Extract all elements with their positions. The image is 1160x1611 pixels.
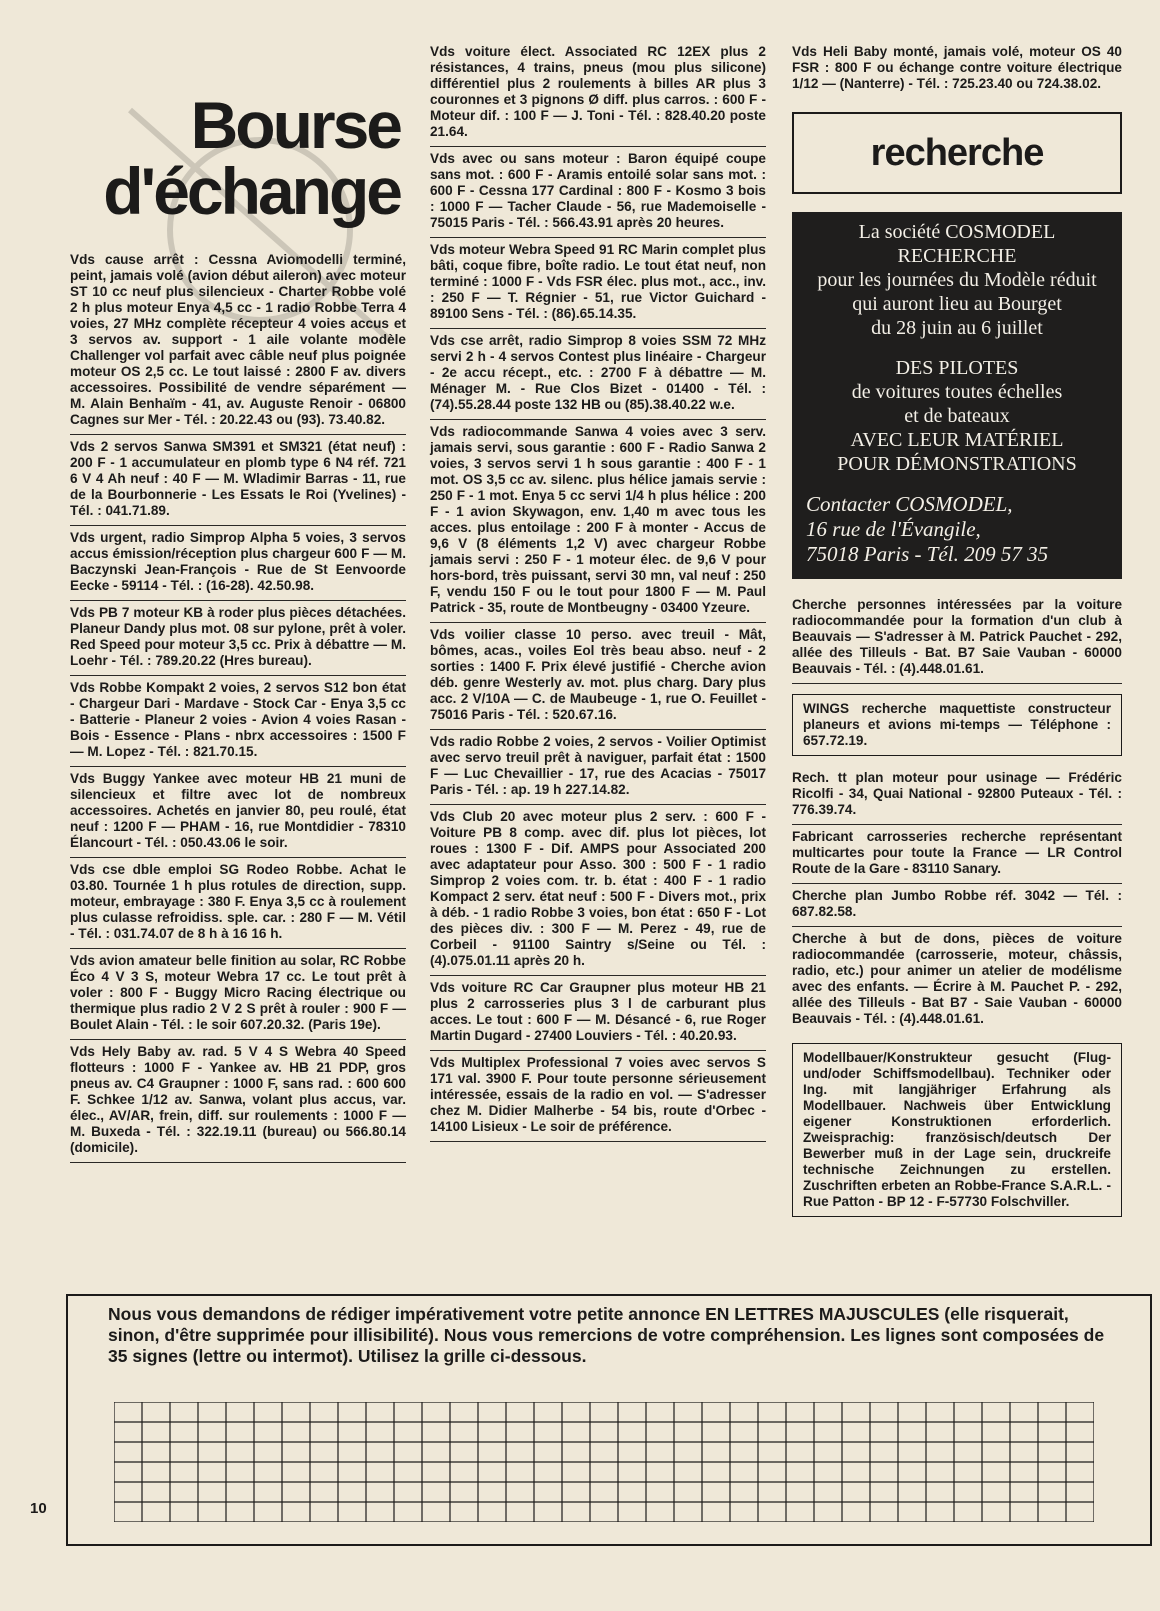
classified-ad: Vds Buggy Yankee avec moteur HB 21 muni de silencieux et filtre avec lot de nombreux accessoires. Achetés en janvier 80, peu roulé, état neuf : 1200 F — PHAM - 16, rue Montdidier - 78310 Élancourt - Tél. : 050.43.06 le soir.: [70, 767, 406, 858]
cosmodel-line: de voitures toutes échelles: [851, 381, 1063, 403]
classified-ad: Vds radio Robbe 2 voies, 2 servos - Voilier Optimist avec servo treuil prêt à naviguer, parfait état : 1500 F — Luc Chevaillier - 17, rue des Acacias - 75017 Paris - Tél. : ap. 19 h 227.14.82.: [430, 730, 766, 805]
cosmodel-announcement: [792, 212, 1122, 579]
column-1: [70, 248, 406, 1163]
classified-ad: Vds 2 servos Sanwa SM391 et SM321 (état neuf) : 200 F - 1 accumulateur en plomb type 6 N4 réf. 721 6 V 4 Ah neuf : 40 F — M. Wladimir Barras - 11, rue de la Bourbonnerie - Les Essats le Roi (Yvelines) - Tél. : 041.71.89.: [70, 435, 406, 526]
title-line-2: d'échange: [103, 154, 400, 228]
classified-ad: Vds Heli Baby monté, jamais volé, moteur OS 40 FSR : 800 F ou échange contre voiture électrique 1/12 — (Nanterre) - Tél. : 725.23.40 ou 724.38.02.: [792, 44, 1122, 91]
cosmodel-line: qui auront lieu au Bourget: [852, 293, 1062, 315]
classified-ad: Fabricant carrosseries recherche représentant multicartes pour toute la France — LR Control Route de la Gare - 83110 Sanary.: [792, 825, 1122, 884]
classified-ad: Rech. tt plan moteur pour usinage — Frédéric Ricolfi - 34, Quai National - 92800 Puteaux - Tél. : 776.39.74.: [792, 766, 1122, 825]
classified-ad: Cherche plan Jumbo Robbe réf. 3042 — Tél. : 687.82.58.: [792, 884, 1122, 927]
classified-ad: Vds cse dble emploi SG Rodeo Robbe. Achat le 03.80. Tournée 1 h plus rotules de direction, supp. moteur, embrayage : 380 F. Enya 3,5 cc à roulement plus culasse refroidiss. sple. car. : 280 F — M. Vétil - Tél. : 031.74.07 de 8 h à 16 16 h.: [70, 858, 406, 949]
recherche-heading: recherche: [792, 112, 1122, 194]
cosmodel-line: AVEC LEUR MATÉRIEL: [850, 429, 1064, 451]
classified-ad: Vds voiture élect. Associated RC 12EX plus 2 résistances, 4 trains, pneus (mou plus silicone) différentiel plus 2 roulements à billes AR plus 3 couronnes et 3 pignons Ø diff. plus carros. : 600 F - Moteur dif. : 100 F — J. Toni - Tél. : 828.40.20 poste 21.64.: [430, 44, 766, 147]
cosmodel-contact: Contacter COSMODEL,: [806, 492, 1013, 516]
column-2: [430, 44, 766, 1142]
form-instructions: Nous vous demandons de rédiger impérativement votre petite annonce EN LETTRES MAJUSCULES (elle risquerait, sinon, d'être supprimée pour illisibilité). Nous vous remercions de votre compréhension. Les lignes sont composées de 35 signes (lettre ou intermot). Utilisez la grille ci-dessous.: [108, 1304, 1105, 1366]
classified-ad: Vds PB 7 moteur KB à roder plus pièces détachées. Planeur Dandy plus mot. 08 sur pylone, prêt à voler. Red Speed pour moteur 3,5 cc. Prix à débattre — M. Loehr - Tél. : 789.20.22 (Hres bureau).: [70, 601, 406, 676]
classified-ad: Vds urgent, radio Simprop Alpha 5 voies, 3 servos accus émission/réception plus chargeur 600 F — M. Baczynski Jean-François - Rue de St Eenvoorde Eecke - 59114 - Tél. : (16-28). 42.50.98.: [70, 526, 406, 601]
classified-ad: Vds Multiplex Professional 7 voies avec servos S 171 val. 3900 F. Pour toute personne sérieusement intéressée, essais de la radio en vol. — S'adresser chez M. Didier Malherbe - 54 bis, route d'Orbec - 14100 Lisieux - Le soir de préférence.: [430, 1051, 766, 1142]
cosmodel-line: pour les journées du Modèle réduit: [817, 269, 1097, 291]
classified-ad: Vds cse arrêt, radio Simprop 8 voies SSM 72 MHz servi 2 h - 4 servos Contest plus linéaire - Chargeur - 2e accu récept., etc. : 2700 F à débattre — M. Ménager M. - Rue Clos Bizet - 01400 - Tél. : (74).55.28.44 poste 132 HB ou (85).38.40.22 w.e.: [430, 329, 766, 420]
classified-ad: Vds avec ou sans moteur : Baron équipé coupe sans mot. : 600 F - Aramis entoilé solar sans mot. : 600 F - Cessna 177 Cardinal : 800 F - Kosmo 3 bois : 1000 F — Tacher Claude - 56, rue Mademoiselle - 75015 Paris - Tél. : 566.43.91 après 20 heures.: [430, 147, 766, 238]
column-3: [792, 44, 1122, 1227]
classified-ad: Vds Hely Baby av. rad. 5 V 4 S Webra 40 Speed flotteurs : 1000 F - Yankee av. HB 21 PDP, gros pneus av. C4 Graupner : 1000 F, sans rad. : 600 600 F. Schkee 1/12 av. Sanwa, volant plus accus, var. élec., AV/AR, frein, diff. sur roulements : 1000 F — M. Buxeda - Tél. : 322.19.11 (bureau) ou 566.80.14 (domicile).: [70, 1040, 406, 1163]
cosmodel-contact: 75018 Paris - Tél. 209 57 35: [806, 542, 1049, 566]
classified-ad: Cherche personnes intéressées par la voiture radiocommandée pour la formation d'un club à Beauvais — S'adresser à M. Patrick Pauchet - 292, allée des Tilleuls - Bat. B7 Saie Vauban - 60000 Beauvais - Tél. : (4).448.01.61.: [792, 593, 1122, 684]
cosmodel-line: RECHERCHE: [897, 245, 1017, 267]
cosmodel-line: DES PILOTES: [895, 357, 1019, 379]
classified-ad: Vds radiocommande Sanwa 4 voies avec 3 serv. jamais servi, sous garantie : 600 F - Radio Sanwa 2 voies, 3 servos servi 1 h sous garantie : 400 F - 1 mot. OS 3,5 cc av. silenc. plus hélice jamais servie : 250 F - 1 mot. Enya 5 cc servi 1/4 h plus hélice : 200 F - 1 avion Skywagon, env. 1,40 m avec tous les acces. plus entoilage : 200 F à monter - Accus de 9,6 V (8 éléments 1,2 V) avec chargeur Robbe jamais servi : 250 F - 1 moteur élec. de 9,6 V pour hors-bord, très puissant, servi 30 mn, val neuf : 250 F, vendu 150 F ou le tout pour 1800 F — M. Paul Patrick - 35, route de Montbeugny - 03400 Yzeure.: [430, 420, 766, 623]
classified-ad: Vds Robbe Kompakt 2 voies, 2 servos S12 bon état - Chargeur Dari - Mardave - Stock Car - Enya 3,5 cc - Batterie - Planeur 2 voies - Avion 4 voies Rasan - Bois - Essence - Plans - nbrx accessoires : 1500 F — M. Lopez - Tél. : 821.70.15.: [70, 676, 406, 767]
page-title: [66, 88, 406, 252]
classified-ad: Vds voilier classe 10 perso. avec treuil - Mât, bômes, acas., voiles Eol très beau abso. neuf - 2 sorties : 1400 F. Prix élevé justifié - Cherche avion déb. genre Westerly av. mot. plus charg. Dary plus acc. 2 V/10A — C. de Maubeuge - 1, rue O. Feuillet - 75016 Paris - Tél. : 520.67.16.: [430, 623, 766, 730]
ad-form: [66, 1294, 1152, 1546]
classified-ad: Vds avion amateur belle finition au solar, RC Robbe Éco 4 V 3 S, moteur Webra 17 cc. Le tout prêt à voler : 800 F - Buggy Micro Racing électrique ou thermique plus radio 2 V 2 S prêt à rouler : 900 F — Boulet Alain - Tél. : le soir 607.20.32. (Paris 19e).: [70, 949, 406, 1040]
classified-ad: Cherche à but de dons, pièces de voiture radiocommandée (carrosserie, moteur, châssis, radio, etc.) pour animer un atelier de modélisme avec des enfants. — Écrire à M. Pauchet P. - 292, allée des Tilleuls - Bat B7 - Saie Vauban - 60000 Beauvais - Tél. : (4).448.01.61.: [792, 931, 1122, 1026]
cosmodel-line: et de bateaux: [904, 405, 1010, 427]
letter-grid[interactable]: [114, 1402, 1094, 1522]
wings-ad: WINGS recherche maquettiste constructeur planeurs et avions mi-temps — Téléphone : 657.72.19.: [792, 694, 1122, 756]
title-line-1: Bourse: [190, 88, 400, 162]
page-number: 10: [30, 1500, 47, 1517]
classified-ad: Vds Club 20 avec moteur plus 2 serv. : 600 F - Voiture PB 8 comp. avec dif. plus lot pièces, lot roues : 1300 F - Dif. AMPS pour Associated 200 avec adaptateur pour Asso. 300 : 500 F - 1 radio Simprop 2 voies com. tr. b. état : 400 F - 1 radio Kompact 2 serv. état neuf : 500 F - Divers mot., prix à déb. - 1 radio Robbe 3 voies, bon état : 650 F - Lot des pièces div. : 300 F — M. Perez - 49, rue de Corbeil - 91100 Saintry s/Seine ou Tél. : (4).075.01.11 après 20 h.: [430, 805, 766, 976]
cosmodel-line: POUR DÉMONSTRATIONS: [837, 453, 1077, 475]
cosmodel-contact: 16 rue de l'Évangile,: [806, 517, 981, 541]
classified-ad: Vds cause arrêt : Cessna Aviomodelli terminé, peint, jamais volé (avion début aileron) avec moteur ST 10 cc neuf plus silencieux - Charter Robbe volé 2 h plus moteur Enya 4,5 cc - 1 radio Robbe Terra 4 voies, 27 MHz complète récepteur 4 voies accus et 3 servos av. support - 1 aile volante modèle Challenger vol parfait avec câble neuf plus poignée moteur OS 2,5 cc. Le tout laissé : 2800 F av. divers accessoires. Possibilité de vendre séparément — M. Alain Benhaïm - 41, av. Auguste Renoir - 06800 Cagnes sur Mer - Tél. : 20.22.43 ou (93). 73.40.82.: [70, 248, 406, 435]
classified-ad: Vds voiture RC Car Graupner plus moteur HB 21 plus 2 carrosseries plus 3 l de carburant plus acces. Le tout : 600 F — M. Désancé - 6, rue Roger Martin Dugard - 27400 Louviers - Tél. : 40.20.93.: [430, 976, 766, 1051]
german-job-ad: Modellbauer/Konstrukteur gesucht (Flug- und/oder Schiffsmodellbau). Techniker oder Ing. mit langjähriger Erfahrung als Modellbauer. Nachweis über Entwicklung eigener Konstruktionen erforderlich. Zweisprachig: französisch/deutsch Der Bewerber muß in der Lage sein, druckreife technische Zeichnungen zu erstellen. Zuschriften erbeten an Robbe-France S.A.R.L. - Rue Patton - BP 12 - F-57730 Folschviller.: [792, 1043, 1122, 1217]
cosmodel-line: du 28 juin au 6 juillet: [871, 317, 1043, 339]
cosmodel-line: La société COSMODEL: [858, 221, 1056, 243]
classified-ad: Vds moteur Webra Speed 91 RC Marin complet plus bâti, coque fibre, boîte radio. Le tout état neuf, non terminé : 1000 F - Vds FSR élec. plus mot., acc., inv. : 250 F — T. Régnier - 51, rue Victor Guichard - 89100 Sens - Tél. : (86).65.14.35.: [430, 238, 766, 329]
